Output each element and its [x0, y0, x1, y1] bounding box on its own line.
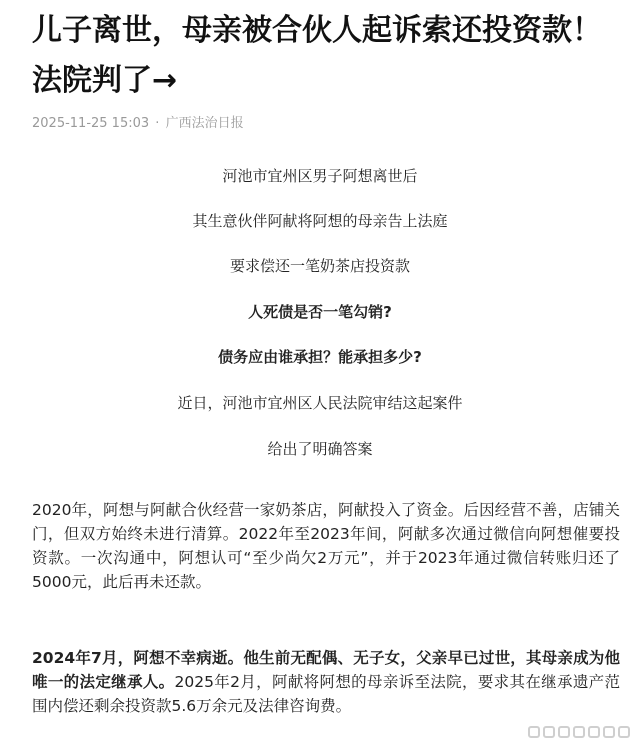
paragraph-rest: 2025年2月，阿献将阿想的母亲诉至法院，要求其在继承遗产范围内偿还剩余投资款5.6万余元及法律咨询费。	[32, 673, 620, 715]
intro-line: 其生意伙伴阿献将阿想的母亲告上法庭	[192, 212, 448, 230]
intro-line-bold: 人死债是否一笔勾销?	[248, 303, 392, 321]
article-title: 儿子离世，母亲被合伙人起诉索还投资款！法院判了→	[32, 13, 602, 98]
meta-separator: ·	[155, 116, 160, 131]
article-meta	[32, 114, 244, 134]
intro-line-bold: 债务应由谁承担？能承担多少?	[218, 348, 422, 366]
intro-line: 河池市宜州区男子阿想离世后	[222, 167, 418, 185]
intro-line: 给出了明确答案	[267, 440, 373, 458]
article-source: 广西法治日报	[165, 116, 244, 131]
intro-line: 近日，河池市宜州区人民法院审结这起案件	[177, 394, 463, 412]
paragraph-death	[32, 646, 620, 718]
intro-line: 要求偿还一笔奶茶店投资款	[229, 257, 410, 275]
paragraph-bold-lead: 2024年7月，阿想不幸病逝。他生前无配偶、无子女，父亲早已过世，其母亲成为他唯一的法定继承人。	[32, 649, 620, 691]
paragraph-background: 2020年，阿想与阿献合伙经营一家奶茶店，阿献投入了资金。后因经营不善，店铺关门，但双方始终未进行清算。2022年至2023年间，阿献多次通过微信向阿想催要投资款。一次沟通中，阿想认可“至少尚欠2万元”，并于2023年通过微信转账归还了5000元，此后再未还款。	[32, 501, 620, 591]
publish-date: 2025-11-25 15:03	[32, 116, 150, 131]
logo-squares-icon	[528, 716, 630, 738]
